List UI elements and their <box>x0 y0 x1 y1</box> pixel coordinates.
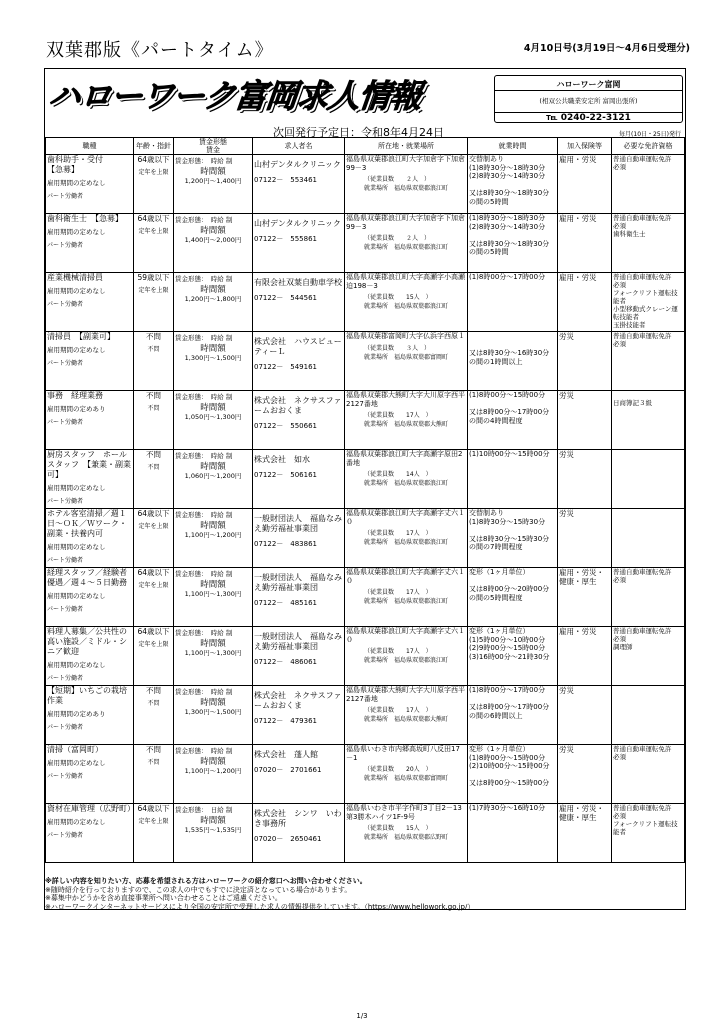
job-title-cell <box>46 568 134 627</box>
employee-count: （従業員数 17人 ） <box>364 530 432 537</box>
worker-type: パート労働者 <box>47 498 84 505</box>
contract-term: 雇用期間の定めなし <box>47 287 106 295</box>
job-title: 歯科衛生士 【急募】 <box>47 214 123 223</box>
work-place: 就業場所 福島県双葉郡富岡町 <box>364 775 449 782</box>
employee-count: （従業員数 17人 ） <box>364 589 432 596</box>
header-cell: 年齢・指針 <box>134 138 174 155</box>
age-cell <box>134 273 174 332</box>
wage-type: 時間額 <box>200 462 226 472</box>
work-place: 就業場所 福島県双葉郡浪江町 <box>364 657 449 664</box>
banner-title: ハローワーク富岡求人情報 <box>46 77 423 115</box>
worker-type: パート労働者 <box>47 301 84 308</box>
job-title: ホテル客室清掃／週１日～ＯＫ／Ｗワーク・副業・扶養内可 <box>47 509 127 538</box>
wage-cell <box>174 214 253 273</box>
employer-cell <box>253 155 345 214</box>
employer-name: 株式会社 ハウスビューティーＬ <box>254 337 342 356</box>
employee-count: （従業員数 20人 ） <box>364 766 432 773</box>
employer-name: 株式会社 如水 <box>254 455 310 464</box>
wage-range: 1,100円～1,200円 <box>184 767 242 775</box>
work-hours: 変形（1ヶ月単位） (1)5時00分～10時00分 (2)9時00分～15時00分 (3)16時00分～21時30分 <box>468 627 558 686</box>
wage-type: 時間額 <box>200 285 226 295</box>
age: 不問 <box>146 332 161 341</box>
address: 福島県双葉郡浪江町大字高瀬字小高瀬迫198－3 <box>346 273 465 290</box>
contract-term: 雇用期間の定めなし <box>47 346 106 354</box>
address-cell <box>345 391 468 450</box>
wage-form: 賃金形態： 日給 制 <box>175 806 233 814</box>
wage-cell <box>174 450 253 509</box>
header-cell: 賃金形態 賃金 <box>174 138 253 155</box>
job-number: 07122－ 506161 <box>254 471 317 479</box>
employer-name: 有限会社双葉自動車学校 <box>254 278 342 287</box>
employee-count: （従業員数 15人 ） <box>364 825 432 832</box>
employer-cell <box>253 273 345 332</box>
job-title-cell <box>46 391 134 450</box>
insurance: 労災 <box>558 332 612 391</box>
age-limit: 不問 <box>147 700 160 707</box>
age-limit: 定年を上限 <box>138 641 169 648</box>
age-cell <box>134 568 174 627</box>
work-place: 就業場所 福島県双葉郡浪江町 <box>364 480 449 487</box>
address-cell <box>345 745 468 804</box>
office-tel: ℡ 0240-22-3121 <box>495 112 682 123</box>
wage-type: 時間額 <box>200 226 226 236</box>
worker-type: パート労働者 <box>47 557 84 564</box>
work-hours: 交替制あり (1)8時30分～18時30分 (2)8時30分～14時30分 又は8時30分～18時30分 の間の5時間 <box>468 155 558 214</box>
address-cell <box>345 214 468 273</box>
work-hours: 変形（1ヶ月単位） 又は8時00分～20時00分 の間の5時間程度 <box>468 568 558 627</box>
address-cell <box>345 804 468 863</box>
wage-range: 1,200円～1,400円 <box>184 177 242 185</box>
table-row <box>46 214 685 273</box>
employer-cell <box>253 804 345 863</box>
employer-name: 一般財団法人 福島なみえ勤労福祉事業団 <box>254 632 342 651</box>
address: 福島県双葉郡浪江町大字高瀬字丈六１０ <box>346 568 465 585</box>
job-number: 07020－ 2650461 <box>254 835 322 843</box>
age-limit: 定年を上限 <box>138 287 169 294</box>
note: ※詳しい内容を知りたい方、応募を希望される方はハローワークの紹介窓口へお問い合わせください。 <box>45 877 367 885</box>
employer-cell <box>253 627 345 686</box>
work-place: 就業場所 福島県双葉郡浪江町 <box>364 185 449 192</box>
insurance: 労災 <box>558 686 612 745</box>
insurance: 雇用・労災 <box>558 214 612 273</box>
work-place: 就業場所 福島県双葉郡浪江町 <box>364 598 449 605</box>
employee-count: （従業員数 ２人 ） <box>364 235 431 242</box>
license: 普通自動車運転免許 必須 <box>612 745 685 804</box>
age-limit: 定年を上限 <box>138 523 169 530</box>
insurance: 労災 <box>558 391 612 450</box>
wage-cell <box>174 568 253 627</box>
publish-period: 毎月(10日・25日)発行 <box>619 131 681 138</box>
insurance: 労災 <box>558 745 612 804</box>
wage-type: 時間額 <box>200 344 226 354</box>
wage-cell <box>174 804 253 863</box>
wage-type: 時間額 <box>200 403 226 413</box>
notes <box>45 877 474 911</box>
job-number: 07122－ 553461 <box>254 176 317 184</box>
note: ※ハローワークインターネットサービスにより全国の安定所で受理した求人の情報提供をしています。（https://www.hellowork.go.jp/） <box>45 902 475 911</box>
employer-name: 一般財団法人 福島なみえ勤労福祉事業団 <box>254 514 342 533</box>
wage-range: 1,200円～1,800円 <box>184 295 242 303</box>
job-title-cell <box>46 332 134 391</box>
contract-term: 雇用期間の定めなし <box>47 759 106 767</box>
insurance: 雇用・労災・ 健康・厚生 <box>558 568 612 627</box>
job-number: 07122－ 483861 <box>254 540 317 548</box>
job-title-cell <box>46 155 134 214</box>
license <box>612 450 685 509</box>
age: 不問 <box>146 745 161 754</box>
age-limit: 不問 <box>147 346 160 353</box>
age-cell <box>134 627 174 686</box>
table-row <box>46 568 685 627</box>
employee-count: （従業員数 17人 ） <box>364 707 432 714</box>
employee-count: （従業員数 ２人 ） <box>364 176 431 183</box>
age-limit: 不問 <box>147 464 160 471</box>
wage-range: 1,300円～1,500円 <box>184 354 242 362</box>
employer-cell <box>253 745 345 804</box>
insurance: 雇用・労災 <box>558 273 612 332</box>
table-row <box>46 332 685 391</box>
address: 福島県いわき市内郷高坂町八反田17－1 <box>346 745 460 762</box>
contract-term: 雇用期間の定めなし <box>47 543 106 551</box>
job-title: 【短期】いちごの栽培作業 <box>47 686 127 705</box>
job-title: 厨房スタッフ ホールスタッフ 【兼業・副業可】 <box>47 450 131 479</box>
employer-cell <box>253 450 345 509</box>
license: 日商簿記３級 <box>612 391 685 450</box>
address: 福島県双葉郡浪江町大字高瀬字丈六１０ <box>346 627 465 644</box>
license: 普通自動車運転免許 必須 調理師 <box>612 627 685 686</box>
work-place: 就業場所 福島県双葉郡浪江町 <box>364 303 449 310</box>
age-limit: 定年を上限 <box>138 169 169 176</box>
age: 64歳以下 <box>137 804 170 813</box>
header-cell: 必要な免許資格 <box>612 138 685 155</box>
wage-range: 1,400円～2,000円 <box>184 236 242 244</box>
table-row <box>46 391 685 450</box>
employee-count: （従業員数 14人 ） <box>364 471 432 478</box>
job-title-cell <box>46 745 134 804</box>
license <box>612 686 685 745</box>
wage-range: 1,100円～1,200円 <box>184 531 242 539</box>
age-cell <box>134 509 174 568</box>
employer-cell <box>253 391 345 450</box>
work-hours: (1)7時30分～16時10分 <box>468 804 558 863</box>
job-number: 07122－ 555861 <box>254 235 317 243</box>
wage-form: 賃金形態： 時給 制 <box>175 688 233 696</box>
age: 64歳以下 <box>137 568 170 577</box>
age: 64歳以下 <box>137 627 170 636</box>
job-title: 歯科助手・受付 【急募】 <box>47 155 103 174</box>
age-limit: 不問 <box>147 759 160 766</box>
wage-form: 賃金形態： 時給 制 <box>175 452 233 460</box>
table-row <box>46 450 685 509</box>
age-cell <box>134 155 174 214</box>
job-title: 経理スタッフ／経験者優遇／週４～５日勤務 <box>47 568 127 587</box>
table-row <box>46 509 685 568</box>
wage-range: 1,535円～1,535円 <box>184 826 242 834</box>
wage-cell <box>174 273 253 332</box>
job-table <box>45 137 685 863</box>
age: 不問 <box>146 391 161 400</box>
address: 福島県双葉郡浪江町大字加倉字下加倉99－3 <box>346 214 465 231</box>
job-title-cell <box>46 804 134 863</box>
office-box <box>494 75 683 123</box>
job-title: 清掃員 【副業可】 <box>47 332 115 341</box>
page-number: 1/3 <box>356 1012 368 1020</box>
age: 64歳以下 <box>137 155 170 164</box>
worker-type: パート労働者 <box>47 675 84 682</box>
employer-name: 一般財団法人 福島なみえ勤労福祉事業団 <box>254 573 342 592</box>
worker-type: パート労働者 <box>47 773 84 780</box>
license: 普通自動車運転免許 必須 フォークリフト運転技能者 小型移動式クレーン運転技能者 玉掛技能者 <box>612 273 685 332</box>
work-hours: 又は8時30分～16時30分 の間の1時間以上 <box>468 332 558 391</box>
job-title-cell <box>46 273 134 332</box>
address: 福島県双葉郡大熊町大字大川原字西平2127番地 <box>346 686 465 703</box>
wage-form: 賃金形態： 時給 制 <box>175 157 233 165</box>
table-row <box>46 627 685 686</box>
address-cell <box>345 332 468 391</box>
work-hours: 交替制あり (1)8時30分～15時30分 又は8時30分～15時30分 の間の7時間程度 <box>468 509 558 568</box>
wage-range: 1,060円～1,200円 <box>184 472 242 480</box>
age: 64歳以下 <box>137 214 170 223</box>
wage-form: 賃金形態： 時給 制 <box>175 334 233 342</box>
work-place: 就業場所 福島県双葉郡大熊町 <box>364 716 449 723</box>
worker-type: パート労働者 <box>47 724 84 731</box>
work-hours: (1)8時30分～18時30分 (2)8時30分～14時30分 又は8時30分～18時30分 の間の5時間 <box>468 214 558 273</box>
work-place: 就業場所 福島県双葉郡富岡町 <box>364 353 449 361</box>
office-sub: (相双公共職業安定所 富岡出張所) <box>539 97 638 105</box>
insurance: 雇用・労災・ 健康・厚生 <box>558 804 612 863</box>
wage-cell <box>174 332 253 391</box>
license: 普通自動車運転免許 必須 <box>612 155 685 214</box>
job-number: 07122－ 485161 <box>254 599 317 607</box>
job-number: 07122－ 544561 <box>254 294 317 302</box>
employer-name: 山村デンタルクリニック <box>254 160 341 169</box>
wage-type: 時間額 <box>200 521 226 531</box>
work-hours: (1)8時00分～17時00分 又は8時00分～17時00分 の間の6時間以上 <box>468 686 558 745</box>
license <box>612 509 685 568</box>
job-title: 清掃（富岡町） <box>47 745 103 754</box>
work-place: 就業場所 福島県双葉郡浪江町 <box>364 244 449 251</box>
address: 福島県いわき市平字作町3丁目2－13 第3勝木ハイツ1F-9号 <box>346 804 469 821</box>
job-number: 07122－ 550661 <box>254 422 317 430</box>
age-cell <box>134 450 174 509</box>
worker-type: パート労働者 <box>47 193 84 200</box>
age: 不問 <box>146 686 161 695</box>
address: 福島県双葉郡富岡町大字仏浜字西原１ <box>346 332 465 340</box>
header-cell: 加入保険等 <box>558 138 612 155</box>
worker-type: パート労働者 <box>47 606 84 613</box>
worker-type: パート労働者 <box>47 360 84 367</box>
age-cell <box>134 804 174 863</box>
insurance: 労災 <box>558 509 612 568</box>
work-place: 就業場所 福島県双葉郡広野町 <box>364 834 449 841</box>
age-limit: 定年を上限 <box>138 582 169 589</box>
contract-term: 雇用期間の定めなし <box>47 484 106 492</box>
job-number: 07122－ 479361 <box>254 717 317 725</box>
employer-cell <box>253 214 345 273</box>
wage-range: 1,100円～1,300円 <box>184 590 242 598</box>
worker-type: パート労働者 <box>47 419 84 426</box>
address-cell <box>345 273 468 332</box>
license: 普通自動車運転免許 必須 歯科衛生士 <box>612 214 685 273</box>
employee-count: （従業員数 17人 ） <box>364 412 432 419</box>
address-cell <box>345 686 468 745</box>
age-cell <box>134 745 174 804</box>
wage-range: 1,100円～1,300円 <box>184 649 242 657</box>
address-cell <box>345 450 468 509</box>
work-hours: 変形（1ヶ月単位） (1)8時00分～15時00分 (2)10時00分～15時00分 又は8時00分～15時00分 <box>468 745 558 804</box>
contract-term: 雇用期間の定めなし <box>47 228 106 236</box>
wage-form: 賃金形態： 時給 制 <box>175 747 233 755</box>
wage-form: 賃金形態： 時給 制 <box>175 216 233 224</box>
wage-range: 1,050円～1,300円 <box>184 413 242 421</box>
work-place: 就業場所 福島県双葉郡浪江町 <box>364 539 449 546</box>
age-limit: 定年を上限 <box>138 228 169 235</box>
age-limit: 不問 <box>147 405 160 412</box>
table-row <box>46 273 685 332</box>
wage-type: 時間額 <box>200 816 226 826</box>
address: 福島県双葉郡浪江町大字加倉字下加倉99－3 <box>346 155 465 172</box>
wage-cell <box>174 745 253 804</box>
address: 福島県双葉郡大熊町大字大川原字西平2127番地 <box>346 391 465 408</box>
work-hours: (1)8時00分～17時00分 <box>468 273 558 332</box>
age: 不問 <box>146 450 161 459</box>
employer-cell <box>253 509 345 568</box>
wage-form: 賃金形態： 時給 制 <box>175 629 233 637</box>
employer-cell <box>253 332 345 391</box>
age: 59歳以下 <box>137 273 170 282</box>
contract-term: 雇用期間の定めなし <box>47 179 106 187</box>
table-row <box>46 745 685 804</box>
table-row <box>46 686 685 745</box>
job-number: 07020－ 2701661 <box>254 766 322 774</box>
work-hours: (1)8時00分～15時00分 又は8時00分～17時00分 の間の4時間程度 <box>468 391 558 450</box>
job-title-cell <box>46 214 134 273</box>
license: 普通自動車運転免許 必須 フォークリフト運転技能者 <box>612 804 685 863</box>
header-cell: 求人者名 <box>253 138 345 155</box>
wage-form: 賃金形態： 時給 制 <box>175 570 233 578</box>
job-title: 事務 経理業務 <box>47 391 103 400</box>
table-header <box>46 138 685 155</box>
age-cell <box>134 332 174 391</box>
wage-form: 賃金形態： 時給 制 <box>175 275 233 283</box>
employer-name: 株式会社 ネクサスファームおおくま <box>254 691 342 710</box>
age-cell <box>134 214 174 273</box>
contract-term: 雇用期間の定めなし <box>47 661 106 669</box>
insurance: 雇用・労災 <box>558 627 612 686</box>
contract-term: 雇用期間の定めあり <box>47 405 106 413</box>
job-number: 07122－ 486061 <box>254 658 317 666</box>
license: 普通自動車運転免許 必須 <box>612 568 685 627</box>
address: 福島県双葉郡浪江町大字高瀬字原田2番地 <box>346 450 463 467</box>
worker-type: パート労働者 <box>47 242 84 249</box>
wage-type: 時間額 <box>200 639 226 649</box>
wage-type: 時間額 <box>200 698 226 708</box>
wage-cell <box>174 391 253 450</box>
employee-count: （従業員数 ３人 ） <box>364 344 431 352</box>
wage-form: 賃金形態： 時給 制 <box>175 393 233 401</box>
office-name: ハローワーク富岡 <box>556 80 621 89</box>
address-cell <box>345 509 468 568</box>
contract-term: 雇用期間の定めなし <box>47 592 106 600</box>
job-listing-frame <box>44 68 686 910</box>
address-cell <box>345 155 468 214</box>
address-cell <box>345 627 468 686</box>
age: 64歳以下 <box>137 509 170 518</box>
table-row <box>46 804 685 863</box>
wage-cell <box>174 509 253 568</box>
job-number: 07122－ 549161 <box>254 363 317 371</box>
wage-type: 時間額 <box>200 580 226 590</box>
job-title-cell <box>46 627 134 686</box>
wage-form: 賃金形態： 時給 制 <box>175 511 233 519</box>
job-title: 資材在庫管理（広野町） <box>47 804 135 813</box>
license: 普通自動車運転免許 必須 <box>612 332 685 391</box>
worker-type: パート労働者 <box>47 832 84 839</box>
contract-term: 雇用期間の定めなし <box>47 818 106 826</box>
employer-name: 株式会社 ネクサスファームおおくま <box>254 396 342 415</box>
job-title: 料理人募集／公共性の高い施設／ミドル・シニア歓迎 <box>47 627 127 656</box>
contract-term: 雇用期間の定めあり <box>47 710 106 718</box>
employer-name: 株式会社 シンワ いわき事務所 <box>254 809 342 828</box>
wage-type: 時間額 <box>200 167 226 177</box>
edition-title: 双葉郡版《パートタイム》 <box>46 40 274 61</box>
address: 福島県双葉郡浪江町大字高瀬字丈六１０ <box>346 509 465 526</box>
age-cell <box>134 391 174 450</box>
address-cell <box>345 568 468 627</box>
note: ※募集中かどうかを含め直接事業所へ問い合わせることはご遠慮ください。 <box>45 894 282 902</box>
work-hours: (1)10時00分～15時00分 <box>468 450 558 509</box>
age-limit: 定年を上限 <box>138 818 169 825</box>
employer-cell <box>253 568 345 627</box>
job-title-cell <box>46 686 134 745</box>
issue-date: 4月10日号(3月19日～4月6日受理分) <box>523 43 690 54</box>
employer-name: 株式会社 蓬人館 <box>254 750 318 759</box>
employee-count: （従業員数 15人 ） <box>364 294 432 301</box>
header-cell: 就業時間 <box>468 138 558 155</box>
employee-count: （従業員数 17人 ） <box>364 648 432 655</box>
wage-cell <box>174 627 253 686</box>
header-cell: 職種 <box>46 138 134 155</box>
age-cell <box>134 686 174 745</box>
wage-type: 時間額 <box>200 757 226 767</box>
table-row <box>46 155 685 214</box>
work-place: 就業場所 福島県双葉郡大熊町 <box>364 421 449 428</box>
wage-cell <box>174 686 253 745</box>
employer-name: 山村デンタルクリニック <box>254 219 341 228</box>
next-issue-date: 次回発行予定日：令和8年4月24日 <box>273 126 444 139</box>
job-title-cell <box>46 509 134 568</box>
wage-range: 1,300円～1,500円 <box>184 708 242 716</box>
header-cell: 所在地・就業場所 <box>345 138 468 155</box>
wage-cell <box>174 155 253 214</box>
job-title: 産業機械清掃員 <box>47 273 103 282</box>
note: ※随時紹介を行っておりますので、この求人の中でもすでに決定済となっている場合があります。 <box>45 885 352 894</box>
job-title-cell <box>46 450 134 509</box>
insurance: 労災 <box>558 450 612 509</box>
employer-cell <box>253 686 345 745</box>
insurance: 雇用・労災 <box>558 155 612 214</box>
